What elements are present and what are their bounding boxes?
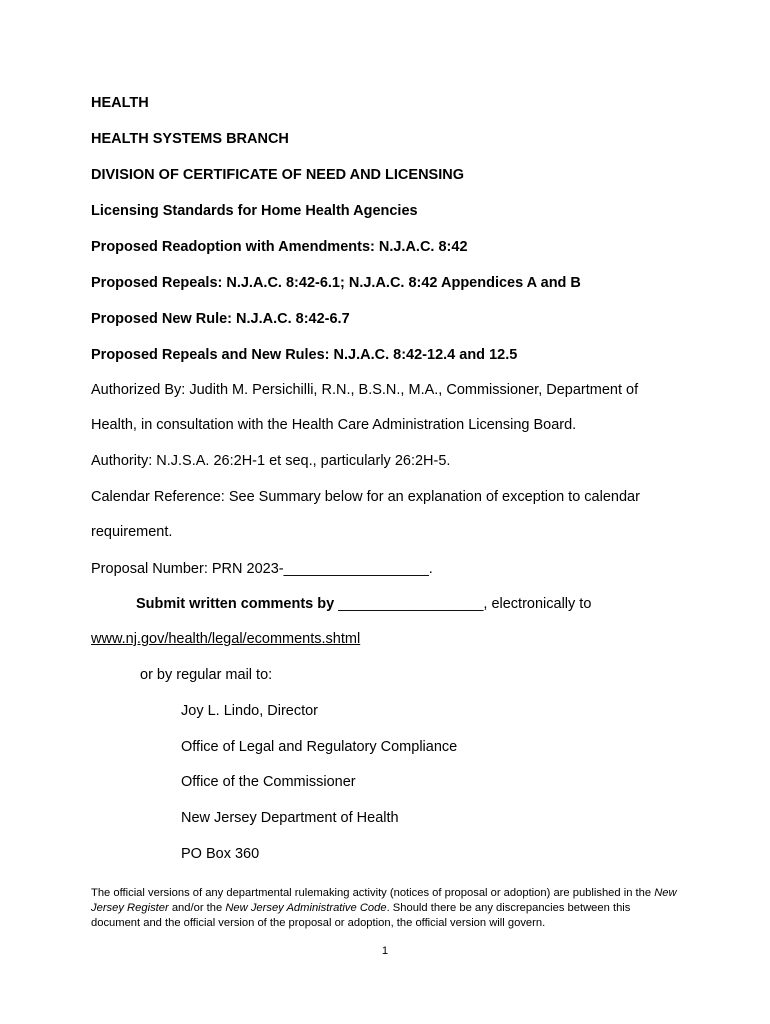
submit-comments-line (136, 595, 591, 613)
repeals-heading: Proposed Repeals: N.J.A.C. 8:42-6.1; N.J.A.C. 8:42 Appendices A and B (91, 275, 581, 291)
calendar-reference-line-2: requirement. (91, 524, 173, 540)
address-office: Office of Legal and Regulatory Compliance (181, 739, 458, 755)
ecomments-link[interactable]: www.nj.gov/health/legal/ecomments.shtml (91, 631, 361, 647)
proposal-number-line: Proposal Number: PRN 2023-__________________. (91, 561, 433, 577)
footer-notice (91, 886, 681, 931)
page-number: 1 (381, 945, 389, 957)
footer-code-title: New Jersey Administrative Code (225, 902, 387, 914)
footer-text-3: . Should there be any discrepancies between this document and the official version of the proposal or adoption, the official version will govern. (91, 902, 631, 929)
address-po-box: PO Box 360 (181, 846, 260, 862)
footer-text-1: The official versions of any departmental rulemaking activity (notices of proposal or adoption) are published in the (91, 887, 655, 899)
department-heading: HEALTH (91, 95, 149, 111)
footer-text-2: and/or the (168, 902, 226, 914)
footer-register-title: New Jersey Register (91, 887, 677, 914)
subject-heading: Licensing Standards for Home Health Agencies (91, 203, 418, 219)
regular-mail-line: or by regular mail to: (140, 667, 273, 683)
readoption-heading: Proposed Readoption with Amendments: N.J.A.C. 8:42 (91, 239, 468, 255)
official-version-footer (91, 886, 681, 931)
address-name: Joy L. Lindo, Director (181, 703, 319, 719)
submit-comments-label: Submit written comments by (136, 596, 335, 612)
branch-heading: HEALTH SYSTEMS BRANCH (91, 131, 289, 147)
authorized-by-line-1: Authorized By: Judith M. Persichilli, R.N., B.S.N., M.A., Commissioner, Department of (91, 382, 639, 398)
new-rule-heading: Proposed New Rule: N.J.A.C. 8:42-6.7 (91, 311, 350, 327)
address-department: New Jersey Department of Health (181, 810, 399, 826)
calendar-reference-line-1: Calendar Reference: See Summary below for an explanation of exception to calendar (91, 489, 640, 505)
authority-line: Authority: N.J.S.A. 26:2H-1 et seq., particularly 26:2H-5. (91, 453, 451, 469)
repeals-new-rules-heading: Proposed Repeals and New Rules: N.J.A.C. 8:42-12.4 and 12.5 (91, 347, 518, 363)
submit-comments-rest: __________________, electronically to (334, 596, 592, 612)
division-heading: DIVISION OF CERTIFICATE OF NEED AND LICENSING (91, 167, 464, 183)
authorized-by-line-2: Health, in consultation with the Health Care Administration Licensing Board. (91, 417, 577, 433)
address-commissioner: Office of the Commissioner (181, 774, 356, 790)
